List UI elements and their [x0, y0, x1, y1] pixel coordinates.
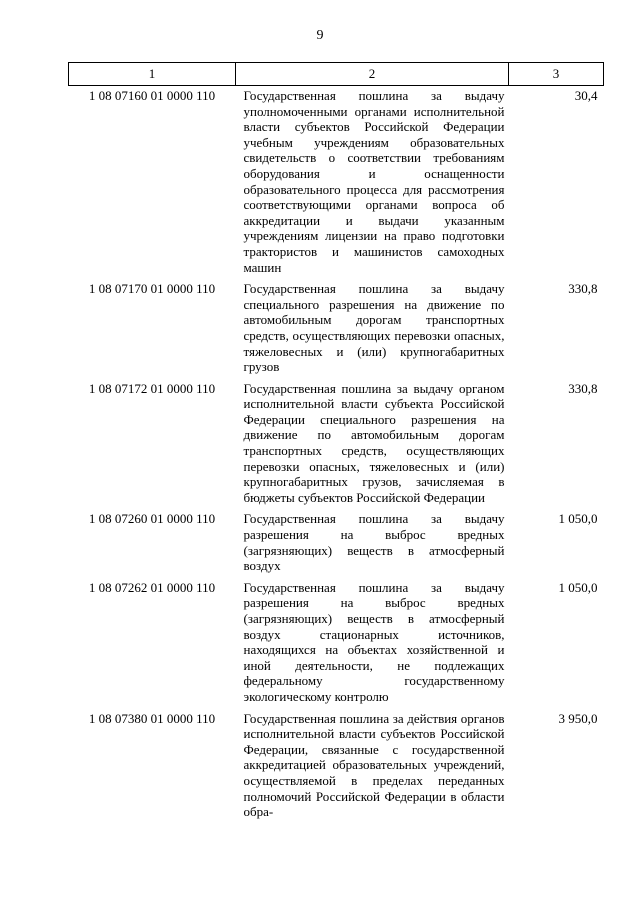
table-row	[69, 379, 604, 510]
table-row	[69, 709, 604, 824]
row-amount: 1 050,0	[558, 579, 598, 595]
table-row	[69, 279, 604, 379]
budget-code-table	[68, 62, 604, 824]
row-description: Государственная пошлина за выдачу специального разрешения на движение по автомобильным дорогам транспортных средств, осуществляющих перевозки опасных, тяжеловесных и (или) крупногабаритных грузов	[243, 281, 505, 375]
table-row	[69, 578, 604, 709]
table-header-row	[69, 63, 604, 86]
table-row	[69, 509, 604, 577]
row-amount: 1 050,0	[558, 511, 598, 527]
row-description: Государственная пошлина за выдачу разрешения на выброс вредных (загрязняющих) веществ в атмосферный воздух	[243, 511, 505, 574]
row-amount: 330,8	[568, 380, 598, 396]
row-code: 1 08 07380 01 0000 110	[88, 710, 216, 726]
row-code: 1 08 07262 01 0000 110	[88, 579, 216, 595]
column-header-2: 2	[236, 63, 509, 86]
row-amount: 30,4	[574, 88, 598, 103]
row-description: Государственная пошлина за выдачу уполномоченными органами исполнительной власти субъектов Российской Федерации учебным учреждениям образовательных свидетельств о соответствии требованиям оборудования и оснащенности образовательного процесса для рассмотрения соответствующими органами вопроса об аккредитации и выдачи указанным учреждениям лицензии на право подготовки трактористов и машинистов самоходных машин	[243, 88, 505, 275]
row-code: 1 08 07170 01 0000 110	[88, 281, 216, 297]
row-code: 1 08 07260 01 0000 110	[88, 511, 216, 527]
row-description: Государственная пошлина за выдачу органом исполнительной власти субъекта Российской Федерации специального разрешения на движение по автомобильным дорогам транспортных средств, осуществляющих перевозки опасных, тяжеловесных и (или) крупногабаритных грузов, зачисляемая в бюджеты субъектов Российской Федерации	[243, 380, 505, 505]
row-description: Государственная пошлина за действия органов исполнительной власти субъектов Российской Федерации, связанные с государственной аккредитацией образовательных учреждений, осуществляемой в пределах переданных полномочий Российской Федерации в области обра-	[243, 710, 505, 820]
row-amount: 330,8	[568, 281, 598, 297]
column-header-1: 1	[69, 63, 236, 86]
row-code: 1 08 07172 01 0000 110	[88, 380, 216, 396]
page-number: 9	[316, 28, 324, 43]
row-code: 1 08 07160 01 0000 110	[88, 88, 216, 103]
table-row	[69, 86, 604, 280]
row-amount: 3 950,0	[558, 710, 598, 726]
column-header-3: 3	[509, 63, 604, 86]
row-description: Государственная пошлина за выдачу разрешения на выброс вредных (загрязняющих) веществ в атмосферный воздух стационарных источников, находящихся на объектах хозяйственной и иной деятельности, не подлежащих федеральному государственному экологическому контролю	[243, 579, 505, 704]
